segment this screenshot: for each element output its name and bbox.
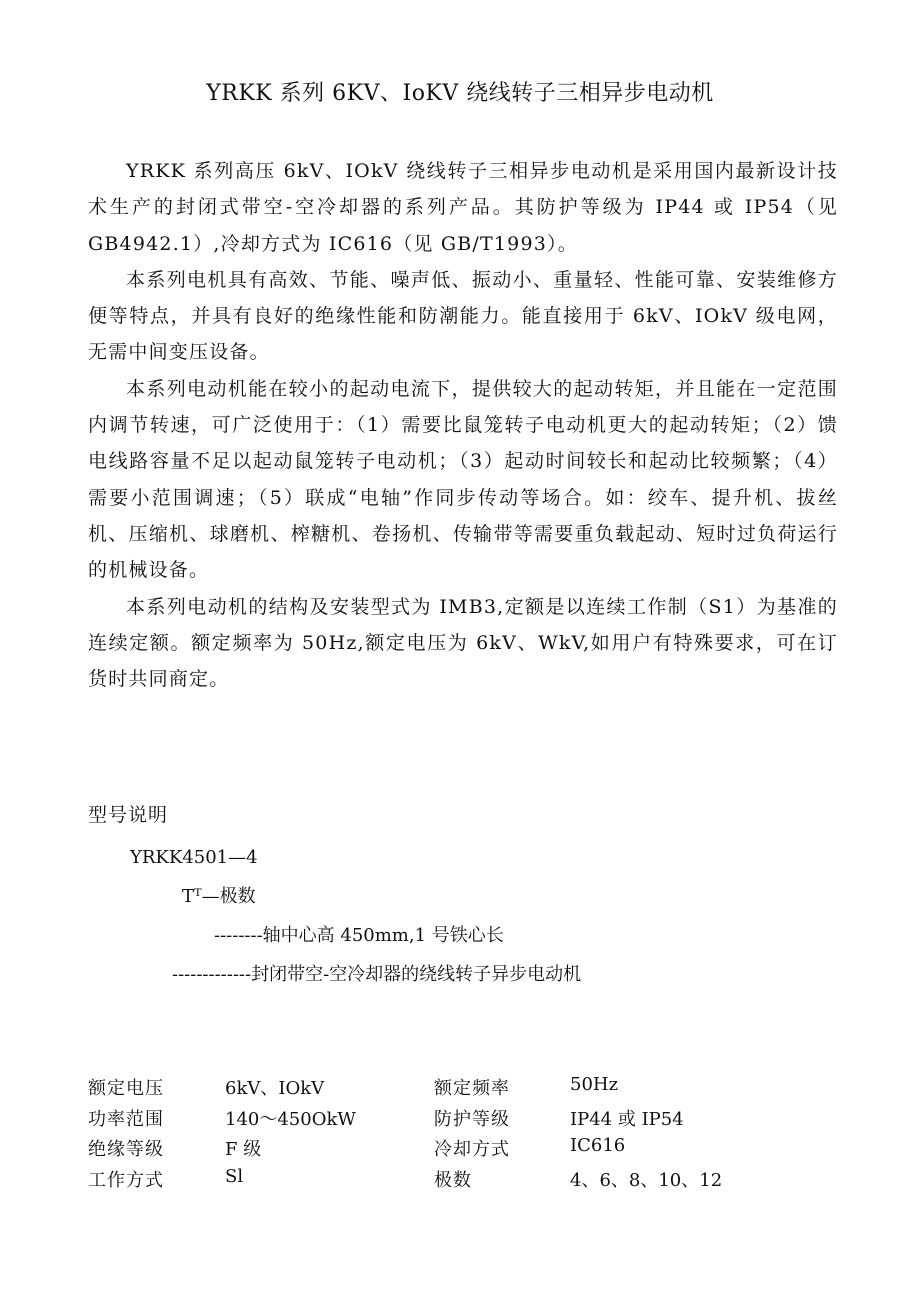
model-poles-line: Tᵀ—极数 [182, 886, 256, 907]
spec-label: 冷却方式 [434, 1139, 510, 1160]
spec-row [88, 1135, 808, 1166]
spec-label: 防护等级 [434, 1108, 510, 1130]
spec-label: 额定电压 [88, 1078, 164, 1099]
spec-value: IC616 [570, 1135, 626, 1156]
spec-label: 工作方式 [88, 1169, 164, 1191]
paragraph-ratings: 本系列电动机的结构及安装型式为 IMB3,定额是以连续工作制（S1）为基准的连续定额。额定频率为 50Hz,额定电压为 6kV、WkV,如用户有特殊要求，可在订货时共同商定。 [88, 595, 838, 691]
spec-value: F 级 [225, 1139, 262, 1160]
spec-value: 4、6、8、10、12 [570, 1169, 723, 1191]
body-text [88, 153, 838, 697]
spec-row [88, 1074, 808, 1105]
spec-value: IP44 或 IP54 [570, 1108, 684, 1130]
spec-label: 功率范围 [88, 1108, 164, 1130]
spec-value: 6kV、IOkV [225, 1078, 325, 1099]
model-type-line: -------------封闭带空-空冷却器的绕线转子异步电动机 [172, 964, 582, 985]
model-shaft-line: --------轴中心高 450mm,1 号铁心长 [214, 925, 504, 946]
spec-value: 140～450OkW [225, 1108, 356, 1130]
spec-label: 极数 [434, 1169, 472, 1191]
spec-table [88, 1074, 808, 1196]
paragraph-features: 本系列电机具有高效、节能、噪声低、振动小、重量轻、性能可靠、安装维修方便等特点，并具有良好的绝缘性能和防潮能力。能直接用于 6kV、IOkV 级电网，无需中间变压设备。 [88, 268, 838, 364]
spec-value: 50Hz [570, 1074, 619, 1095]
spec-label: 绝缘等级 [88, 1139, 164, 1160]
model-heading: 型号说明 [88, 804, 169, 826]
document-title: YRKK 系列 6KV、IoKV 绕线转子三相异步电动机 [206, 81, 714, 106]
spec-label: 额定频率 [434, 1078, 510, 1099]
spec-value: Sl [225, 1165, 244, 1187]
spec-row [88, 1166, 808, 1197]
paragraph-applications: 本系列电动机能在较小的起动电流下，提供较大的起动转矩，并且能在一定范围内调节转速，可广泛使用于：（1）需要比鼠笼转子电动机更大的起动转矩；（2）馈电线路容量不足以起动鼠笼转子电动机；（3）起动时间较长和起动比较频繁；（4）需要小范围调速；（5）联成“电轴”作同步传动等场合。如：绞车、提升机、拔丝机、压缩机、球磨机、榨糖机、卷扬机、传输带等需要重负载起动、短时过负荷运行的机械设备。 [88, 377, 838, 582]
spec-row [88, 1105, 808, 1136]
model-code: YRKK4501—4 [130, 847, 258, 868]
paragraph-intro: YRKK 系列高压 6kV、IOkV 绕线转子三相异步电动机是采用国内最新设计技术生产的封闭式带空-空冷却器的系列产品。其防护等级为 IP44 或 IP54（见 GB4942.1）,冷却方式为 IC616（见 GB/T1993）。 [88, 160, 838, 255]
